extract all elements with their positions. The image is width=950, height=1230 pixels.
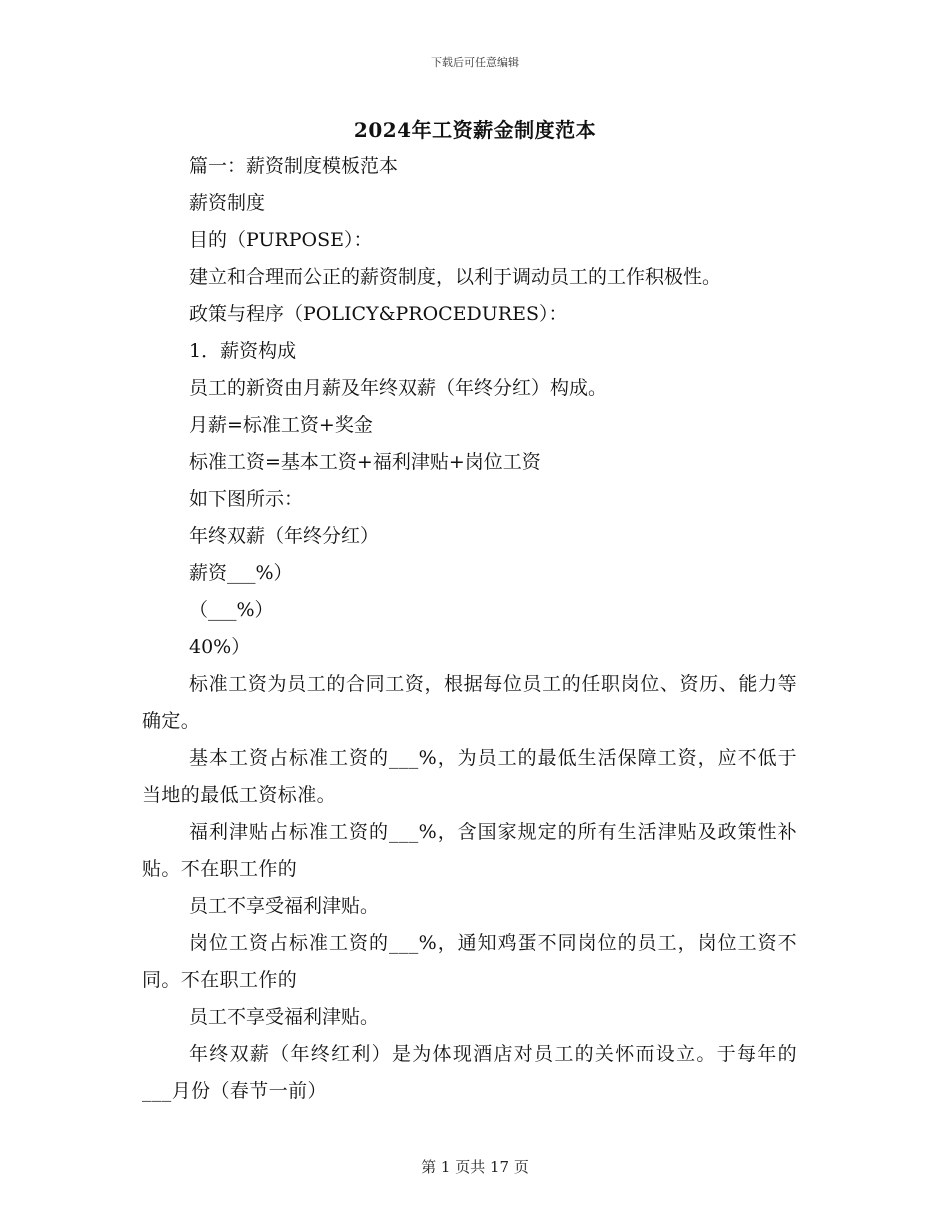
paragraph-standard-wage: 标准工资为员工的合同工资，根据每位员工的任职岗位、资历、能力等确定。 bbox=[142, 673, 797, 732]
policy-label: 政策与程序（POLICY&PROCEDURES）： bbox=[189, 303, 568, 325]
figure-line-salary: 薪资___%） bbox=[189, 562, 293, 584]
subheading-salary-system: 薪资制度 bbox=[189, 192, 266, 214]
paragraph-welfare-note: 员工不享受福利津贴。 bbox=[189, 895, 380, 917]
formula-standard: 标准工资=基本工资+福利津贴+岗位工资 bbox=[189, 451, 541, 473]
figure-line-forty: 40%） bbox=[189, 636, 251, 658]
section-heading: 篇一：薪资制度模板范本 bbox=[189, 155, 399, 177]
composition-text: 员工的新资由月薪及年终双薪（年终分红）构成。 bbox=[189, 377, 608, 399]
document-title: 2024年工资薪金制度范本 bbox=[353, 118, 597, 142]
figure-line-percent: （___%） bbox=[189, 599, 274, 621]
page-number: 第 1 页共 17 页 bbox=[421, 1158, 529, 1176]
figure-intro: 如下图所示： bbox=[189, 488, 304, 510]
paragraph-position-wage: 岗位工资占标准工资的___%，通知鸡蛋不同岗位的员工，岗位工资不同。不在职工作的 bbox=[142, 932, 797, 991]
purpose-label: 目的（PURPOSE）： bbox=[189, 229, 373, 251]
header-note: 下载后可任意编辑 bbox=[431, 56, 519, 69]
purpose-text: 建立和合理而公正的薪资制度，以利于调动员工的工作积极性。 bbox=[189, 266, 722, 288]
paragraph-position-note: 员工不享受福利津贴。 bbox=[189, 1006, 380, 1028]
figure-line-year-end: 年终双薪（年终分红） bbox=[189, 525, 380, 547]
paragraph-year-end-bonus: 年终双薪（年终红利）是为体现酒店对员工的关怀而设立。于每年的___月份（春节一前） bbox=[142, 1043, 797, 1102]
paragraph-basic-wage: 基本工资占标准工资的___%，为员工的最低生活保障工资，应不低于当地的最低工资标准。 bbox=[142, 747, 797, 806]
formula-monthly: 月薪=标准工资+奖金 bbox=[189, 414, 373, 436]
item-salary-composition: 1．薪资构成 bbox=[189, 340, 297, 362]
document-body bbox=[142, 148, 797, 1110]
paragraph-welfare: 福利津贴占标准工资的___%，含国家规定的所有生活津贴及政策性补贴。不在职工作的 bbox=[142, 821, 797, 880]
